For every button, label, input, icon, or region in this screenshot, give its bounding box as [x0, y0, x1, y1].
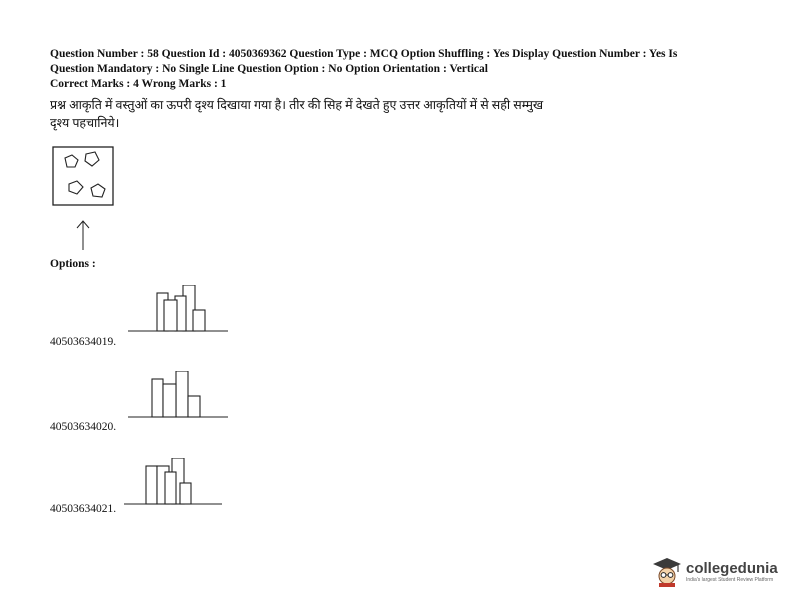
pentagon-4	[91, 184, 105, 197]
option-1-figure	[128, 285, 230, 333]
building	[165, 472, 176, 504]
question-meta	[50, 47, 750, 92]
mascot-logo-icon	[652, 556, 682, 588]
options-label: Options :	[50, 258, 96, 270]
top-view-box	[53, 147, 113, 205]
option-3-figure	[124, 458, 226, 506]
question-line-1: प्रश्न आकृति में वस्तुओं का ऊपरी दृश्य दिखाया गया है। तीर की सिह में देखते हुए उत्तर आकृतियों में से सही सम्मुख	[50, 98, 544, 112]
building	[152, 379, 163, 417]
pentagon-3	[69, 181, 83, 194]
pentagon-2	[85, 152, 99, 166]
question-figure	[52, 146, 116, 258]
building	[188, 396, 200, 417]
building	[163, 384, 176, 417]
brand-tagline: India's largest Student Review Platform	[686, 577, 774, 583]
meta-line-2: Question Mandatory : No Single Line Question Option : No Option Orientation : Vertical	[50, 63, 488, 75]
meta-line-1: Question Number : 58 Question Id : 4050369362 Question Type : MCQ Option Shuffling : Yes Display Question Number : Yes Is	[50, 48, 678, 60]
option-3-id[interactable]: 40503634021.	[50, 503, 117, 515]
building	[164, 300, 177, 331]
brand-name: collegedunia	[686, 560, 778, 577]
collegedunia-watermark	[652, 556, 778, 588]
pentagon-1	[65, 155, 78, 167]
marks-line: Correct Marks : 4 Wrong Marks : 1	[50, 78, 227, 90]
building	[146, 466, 157, 504]
building	[180, 483, 191, 504]
building	[193, 310, 205, 331]
option-2-figure	[128, 371, 230, 419]
option-2-id[interactable]: 40503634020.	[50, 421, 117, 433]
question-line-2: दृश्य पहचानिये।	[50, 116, 120, 130]
option-1-id[interactable]: 40503634019.	[50, 336, 117, 348]
question-text	[50, 96, 610, 132]
building	[176, 371, 188, 417]
